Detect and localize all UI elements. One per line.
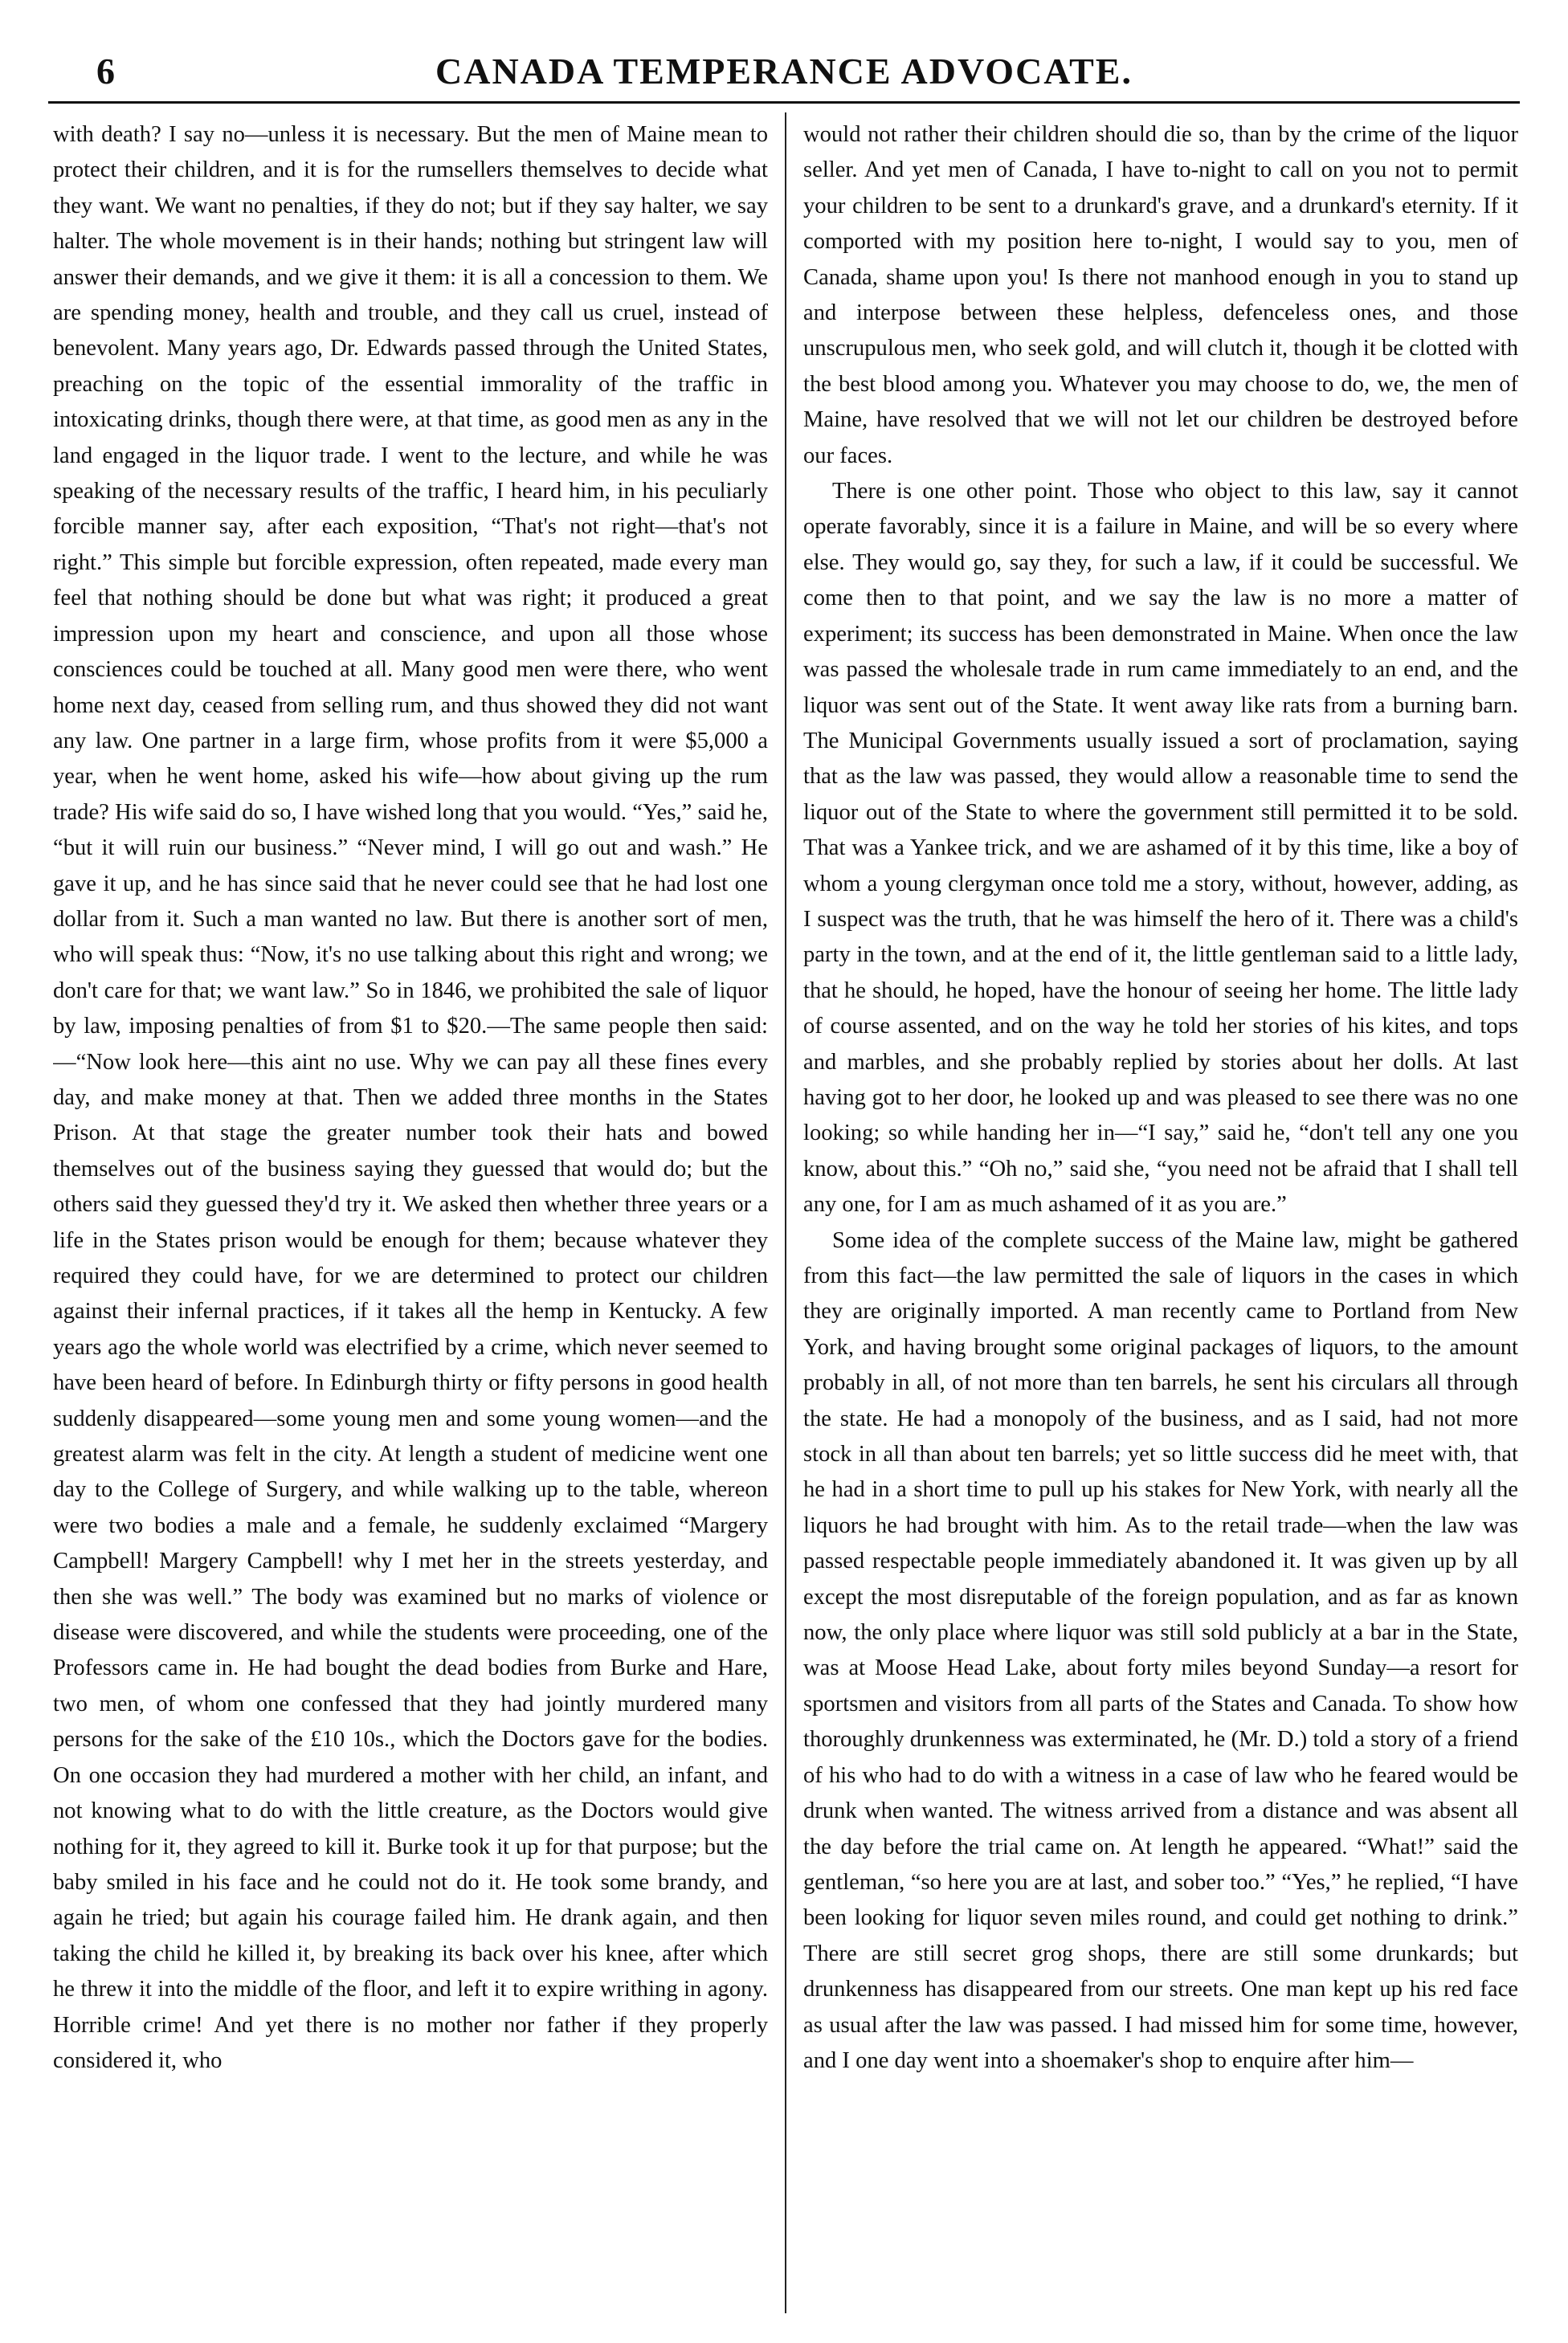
masthead-title: CANADA TEMPERANCE ADVOCATE. <box>435 51 1133 92</box>
right-paragraph-3: Some idea of the complete success of the Maine law, might be gathered from this fact—the law permitted the sale of liquors in the cases in which they are originally imported. A man recently came to Portland from New York, and having brought some original packages of liquors, to the amount probably in all, of not more than ten barrels, he sent his circulars all through the state. He had a monopoly of the business, and as I said, had not more stock in all than about ten barrels; yet so little success did he meet with, that he had in a short time to pull up his stakes for New York, with nearly all the liquors he had brought with him. As to the retail trade—when the law was passed respectable people immediately abandoned it. It was given up by all except the most disreputable of the foreign population, and as far as known now, the only place where liquor was still sold publicly at a bar in the State, was at Moose Head Lake, about forty miles beyond Sunday—a resort for sportsmen and visitors from all parts of the States and Canada. To show how thoroughly drunkenness was exterminated, he (Mr. D.) told a story of a friend of his who had to do with a witness in a case of law who he feared would be drunk when wanted. The witness arrived from a distance and was absent all the day before the trial came on. At length he appeared. “What!” said the gentleman, “so here you are at last, and sober too.” “Yes,” he replied, “I have been looking for liquor seven miles round, and could get nothing to drink.” There are still secret grog shops, there are still some drunkards; but drunkenness has disappeared from our streets. One man kept up his red face as usual after the law was passed. I had missed him for some time, however, and I one day went into a shoemaker's shop to enquire after him— <box>803 1227 1518 2073</box>
left-paragraph-1: with death? I say no—unless it is necessary. But the men of Maine mean to protect their children, and it is for the rumsellers themselves to decide what they want. We want no penalties, if they do not; but if they say halter, we say halter. The whole movement is in their hands; nothing but stringent law will answer their demands, and we give it them: it is all a concession to them. We are spending money, health and trouble, and they call us cruel, instead of benevolent. Many years ago, Dr. Edwards passed through the United States, preaching on the topic of the essential immorality of the traffic in intoxicating drinks, though there were, at that time, as good men as any in the land engaged in the liquor trade. I went to the lecture, and while he was speaking of the necessary results of the traffic, I heard him, in his peculiarly forcible manner say, after each exposition, “That's not right—that's not right.” This simple but forcible expression, often repeated, made every man feel that nothing should be done but what was right; it produced a great impression upon my heart and conscience, and upon all those whose consciences could be touched at all. Many good men were there, who went home next day, ceased from selling rum, and thus showed they did not want any law. One partner in a large firm, whose profits from it were $5,000 a year, when he went home, asked his wife—how about giving up the rum trade? His wife said do so, I have wished long that you would. “Yes,” said he, “but it will ruin our business.” “Never mind, I will go out and wash.” He gave it up, and he has since said that he never could see that he had lost one dollar from it. Such a man wanted no law. But there is another sort of men, who will speak thus: “Now, it's no use talking about this right and wrong; we don't care for that; we want law.” So in 1846, we prohibited the sale of liquor by law, imposing penalties of from $1 to $20.—The same people then said:—“Now look here—this aint no use. Why we can pay all these fines every day, and make money at that. Then we added three months in the States Prison. At that stage the greater number took their hats and bowed themselves out of the business saying they guessed that would do; but the others said they guessed they'd try it. We asked then whether three years or a life in the States prison would be enough for them; because whatever they required they could have, for we are determined to protect our children against their infernal practices, if it takes all the hemp in Kentucky. A few years ago the whole world was electrified by a crime, which never seemed to have been heard of before. In Edinburgh thirty or fifty persons in good health suddenly disappeared—some young men and some young women—and the greatest alarm was felt in the city. At length a student of medicine went one day to the College of Surgery, and while walking up to the table, whereon were two bodies a male and a female, he suddenly exclaimed “Margery Campbell! Margery Campbell! why I met her in the streets yesterday, and then she was well.” The body was examined but no marks of violence or disease were discovered, and while the students were proceeding, one of the Professors came in. He had bought the dead bodies from Burke and Hare, two men, of whom one confessed that they had jointly murdered many persons for the sake of the £10 10s., which the Doctors gave for the bodies. On one occasion they had murdered a mother with her child, an infant, and not knowing what to do with the little creature, as the Doctors would give nothing for it, they agreed to kill it. Burke took it up for that purpose; but the baby smiled in his face and he could not do it. He took some brandy, and again he tried; but again his courage failed him. He drank again, and then taking the child he killed it, by breaking its back over his knee, after which he threw it into the middle of the floor, and left it to expire writhing in agony. Horrible crime! And yet there is no mother nor father if they properly considered it, who <box>53 122 768 2073</box>
right-column <box>803 117 1518 2318</box>
page-header <box>48 50 1520 106</box>
column-divider <box>785 112 786 2313</box>
right-paragraph-2: There is one other point. Those who object to this law, say it cannot operate favorably, since it is a failure in Maine, and will be so every where else. They would go, say they, for such a law, if it could be successful. We come then to that point, and we say the law is no more a matter of experiment; its success has been demonstrated in Maine. When once the law was passed the wholesale trade in rum came immediately to an end, and the liquor was sent out of the State. It went away like rats from a burning barn. The Municipal Governments usually issued a sort of proclamation, saying that as the law was passed, they would allow a reasonable time to send the liquor out of the State to where the government still permitted it to be sold. That was a Yankee trick, and we are ashamed of it by this time, like a boy of whom a young clergyman once told me a story, without, however, adding, as I suspect was the truth, that he was himself the hero of it. There was a child's party in the town, and at the end of it, the little gentleman said to a little lady, that he should, he hoped, have the honour of seeing her home. The little lady of course assented, and on the way he told her stories of his kites, and tops and marbles, and she probably replied by stories about her dolls. At last having got to her door, he looked up and was pleased to see there was no one looking; so while handing her in—“I say,” said he, “don't tell any one you know, about this.” “Oh no,” said she, “you need not be afraid that I shall tell any one, for I am as much ashamed of it as you are.” <box>803 479 1518 1218</box>
page-number: 6 <box>96 51 115 92</box>
left-column <box>53 117 768 2318</box>
header-rule <box>48 101 1520 104</box>
right-paragraph-1: would not rather their children should die so, than by the crime of the liquor seller. And yet men of Canada, I have to-night to call on you not to permit your children to be sent to a drunkard's grave, and a drunkard's eternity. If it comported with my position here to-night, I would say to you, men of Canada, shame upon you! Is there not manhood enough in you to stand up and interpose between these helpless, defenceless ones, and those unscrupulous men, who seek gold, and will clutch it, though it be clotted with the best blood among you. Whatever you may choose to do, we, the men of Maine, have resolved that we will not let our children be destroyed before our faces. <box>803 122 1518 468</box>
